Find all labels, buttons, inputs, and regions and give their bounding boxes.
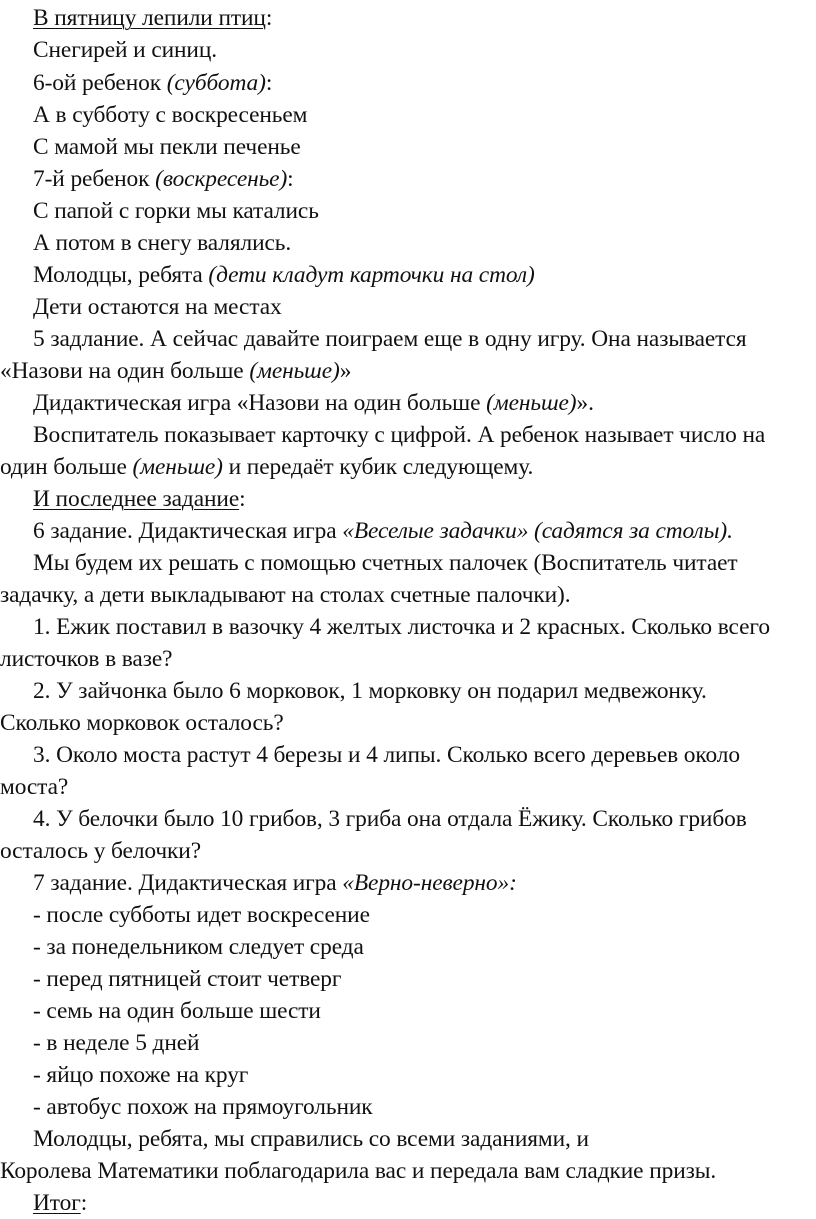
list-item: - перед пятницей стоит четверг [33, 966, 342, 992]
list-item: - в неделе 5 дней [33, 1030, 200, 1056]
paragraph-line: задачку, а дети выкладывают на столах счетные палочки). [0, 582, 571, 608]
list-item: - семь на один больше шести [33, 998, 321, 1024]
poem-line: А в субботу с воскресеньем [33, 102, 308, 128]
paragraph-line: Мы будем их решать с помощью счетных палочек (Воспитатель читает [33, 550, 738, 576]
problem-item: осталось у белочки? [0, 838, 202, 864]
poem-line: Снегирей и синиц. [33, 37, 218, 63]
task-6-heading: 6 задание. Дидактическая игра «Веселые задачки» (садятся за столы). [33, 518, 733, 544]
problem-item: 1. Ежик поставил в вазочку 4 желтых листочка и 2 красных. Сколько всего [33, 614, 770, 640]
paragraph-line: «Назови на один больше (меньше)» [0, 358, 352, 384]
speaker-line: 6-ой ребенок (суббота): [33, 70, 273, 96]
game-title: Дидактическая игра «Назови на один больше (меньше)». [33, 390, 594, 416]
problem-item: листочков в вазе? [0, 646, 173, 672]
paragraph-line: один больше (меньше) и передаёт кубик следующему. [0, 454, 534, 480]
paragraph-line: Воспитатель показывает карточку с цифрой. А ребенок называет число на [33, 422, 766, 448]
poem-line: С мамой мы пекли печенье [33, 134, 301, 160]
list-item: - автобус похож на прямоугольник [33, 1094, 373, 1120]
poem-line: А потом в снегу валялись. [33, 230, 292, 256]
speaker-line: 7-й ребенок (воскресенье): [33, 166, 294, 192]
poem-line: С папой с горки мы катались [33, 198, 319, 224]
task-7-heading: 7 задание. Дидактическая игра «Верно-неверно»: [33, 870, 517, 896]
problem-item: моста? [0, 774, 69, 800]
summary-heading: Итог: [33, 1190, 88, 1216]
list-item: - за понедельником следует среда [33, 934, 364, 960]
list-item: - яйцо похоже на круг [33, 1062, 249, 1088]
problem-item: 4. У белочки было 10 грибов, 3 гриба она отдала Ёжику. Сколько грибов [33, 806, 747, 832]
problem-item: 3. Около моста растут 4 березы и 4 липы. Сколько всего деревьев около [33, 742, 740, 768]
task-5-heading: 5 задлание. А сейчас давайте поиграем еще в одну игру. Она называется [33, 326, 747, 352]
section-heading: И последнее задание: [33, 486, 246, 512]
paragraph-line: Молодцы, ребята, мы справились со всеми заданиями, и [33, 1126, 589, 1152]
problem-item: 2. У зайчонка было 6 морковок, 1 морковку он подарил медвежонку. [33, 678, 707, 704]
paragraph-line: Дети остаются на местах [33, 294, 282, 320]
poem-heading: В пятницу лепили птиц: [33, 5, 273, 31]
paragraph-line: Молодцы, ребята (дети кладут карточки на стол) [33, 262, 535, 288]
list-item: - после субботы идет воскресение [33, 902, 370, 928]
paragraph-line: Королева Математики поблагодарила вас и передала вам сладкие призы. [0, 1158, 717, 1184]
problem-item: Сколько морковок осталось? [0, 710, 284, 736]
